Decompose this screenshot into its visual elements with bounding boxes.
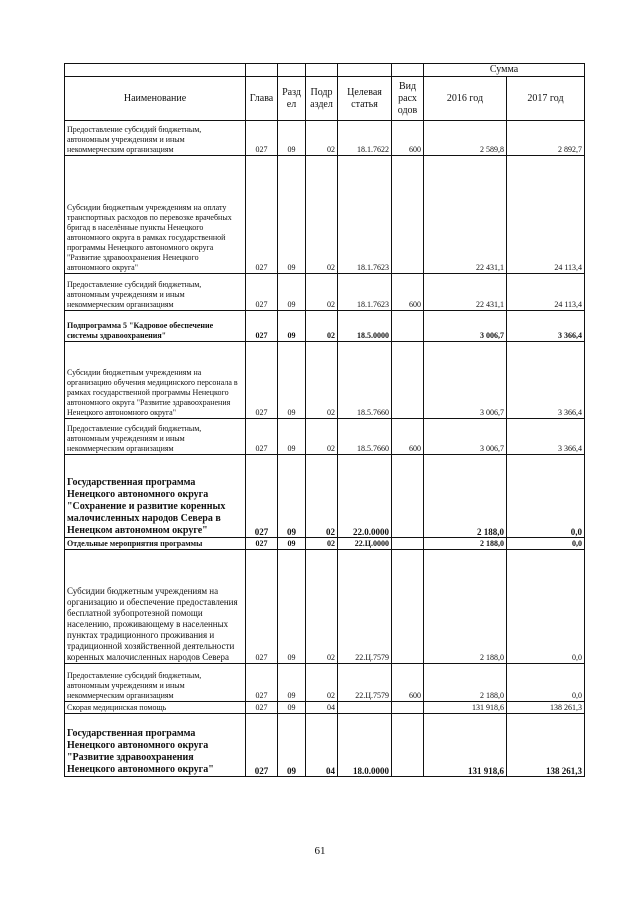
row-vid [392,550,424,664]
row-2017: 0,0 [507,538,585,550]
row-2016: 131 918,6 [424,714,507,777]
row-vid [392,156,424,274]
table-row [65,419,585,455]
row-razdel: 09 [278,342,306,419]
row-2017: 3 366,4 [507,342,585,419]
row-glava: 027 [246,419,278,455]
row-2016: 2 188,0 [424,455,507,538]
row-razdel: 09 [278,455,306,538]
header-podrazdel: Подр аздел [306,77,338,121]
row-statya: 22.0.0000 [338,455,392,538]
row-glava: 027 [246,550,278,664]
row-name: Субсидии бюджетным учреждениям на организацию обучения медицинского персонала в рамках государственной программы Ненецкого автономного округа "Развитие здравоохранения Ненецкого автономного округа" [65,342,246,419]
row-name: Скорая медицинская помощь [65,702,246,714]
row-razdel: 09 [278,274,306,311]
row-2017: 0,0 [507,550,585,664]
row-razdel: 09 [278,419,306,455]
row-2017: 2 892,7 [507,121,585,156]
row-glava: 027 [246,342,278,419]
row-2017: 138 261,3 [507,714,585,777]
table-row [65,311,585,342]
row-vid [392,714,424,777]
row-2016: 3 006,7 [424,311,507,342]
row-2016: 3 006,7 [424,419,507,455]
row-razdel: 09 [278,121,306,156]
row-name: Предоставление субсидий бюджетным, автономным учреждениям и иным некоммерческим организациям [65,419,246,455]
row-vid: 600 [392,274,424,311]
row-2017: 24 113,4 [507,156,585,274]
row-statya: 18.5.7660 [338,342,392,419]
row-podrazdel: 02 [306,550,338,664]
row-2016: 2 188,0 [424,664,507,702]
row-2016: 22 431,1 [424,274,507,311]
row-vid [392,311,424,342]
table-row [65,274,585,311]
table-row [65,702,585,714]
row-podrazdel: 02 [306,156,338,274]
row-2016: 2 589,8 [424,121,507,156]
row-glava: 027 [246,455,278,538]
row-2016: 2 188,0 [424,550,507,664]
row-razdel: 09 [278,714,306,777]
header-blank [338,64,392,77]
row-2017: 0,0 [507,455,585,538]
row-statya: 18.5.0000 [338,311,392,342]
row-podrazdel: 02 [306,455,338,538]
row-podrazdel: 02 [306,121,338,156]
header-blank [246,64,278,77]
row-vid [392,538,424,550]
header-blank [278,64,306,77]
row-2017: 3 366,4 [507,419,585,455]
row-podrazdel: 02 [306,664,338,702]
header-blank [392,64,424,77]
row-podrazdel: 04 [306,714,338,777]
row-name: Субсидии бюджетным учреждениям на оплату транспортных расходов по перевозке врачебных бригад в населённые пункты Ненецкого автономного округа в рамках государственной программы Ненецкого автономного округа "Развитие здравоохранения Ненецкого автономного округа" [65,156,246,274]
header-2016: 2016 год [424,77,507,121]
row-name: Субсидии бюджетным учреждениям на организацию и обеспечение предоставления бесплатной зубопротезной помощи населению, проживающему в населенных пунктах традиционного проживания и традиционной хозяйственной деятельности коренных малочисленных народов Севера [65,550,246,664]
row-2017: 138 261,3 [507,702,585,714]
row-vid: 600 [392,664,424,702]
row-vid: 600 [392,121,424,156]
row-2016: 3 006,7 [424,342,507,419]
header-row [65,77,585,121]
table-row [65,342,585,419]
header-2017: 2017 год [507,77,585,121]
row-statya: 18.1.7623 [338,274,392,311]
row-name: Подпрограмма 5 "Кадровое обеспечение системы здравоохранения" [65,311,246,342]
row-name: Предоставление субсидий бюджетным, автономным учреждениям и иным некоммерческим организациям [65,664,246,702]
row-podrazdel: 04 [306,702,338,714]
row-podrazdel: 02 [306,274,338,311]
row-vid [392,455,424,538]
header-blank [306,64,338,77]
row-razdel: 09 [278,311,306,342]
row-statya: 18.1.7623 [338,156,392,274]
row-razdel: 09 [278,156,306,274]
row-glava: 027 [246,274,278,311]
row-statya: 18.0.0000 [338,714,392,777]
table-row [65,714,585,777]
row-vid: 600 [392,419,424,455]
row-podrazdel: 02 [306,538,338,550]
row-razdel: 09 [278,664,306,702]
header-razdel: Разд ел [278,77,306,121]
page-number: 61 [314,845,326,857]
row-name: Отдельные мероприятия программы [65,538,246,550]
row-name: Государственная программа Ненецкого автономного округа "Сохранение и развитие коренных малочисленных народов Севера в Ненецком автономном округе" [65,455,246,538]
header-row-top [65,64,585,77]
row-2017: 3 366,4 [507,311,585,342]
table-row [65,664,585,702]
row-razdel: 09 [278,550,306,664]
header-blank [65,64,246,77]
row-glava: 027 [246,664,278,702]
row-statya: 18.1.7622 [338,121,392,156]
header-summa: Сумма [424,64,585,77]
row-name: Предоставление субсидий бюджетным, автономным учреждениям и иным некоммерческим организациям [65,274,246,311]
row-glava: 027 [246,156,278,274]
header-celevaya: Целевая статья [338,77,392,121]
row-razdel: 09 [278,538,306,550]
row-2016: 2 188,0 [424,538,507,550]
table-row [65,121,585,156]
row-vid [392,702,424,714]
row-podrazdel: 02 [306,419,338,455]
header-name: Наименование [65,77,246,121]
row-2017: 0,0 [507,664,585,702]
header-glava: Глава [246,77,278,121]
row-glava: 027 [246,121,278,156]
header-vid: Вид расх одов [392,77,424,121]
row-statya [338,702,392,714]
row-podrazdel: 02 [306,311,338,342]
row-name: Предоставление субсидий бюджетным, автономным учреждениям и иным некоммерческим организациям [65,121,246,156]
table-row [65,455,585,538]
table-row [65,156,585,274]
row-podrazdel: 02 [306,342,338,419]
row-2017: 24 113,4 [507,274,585,311]
row-name: Государственная программа Ненецкого автономного округа "Развитие здравоохранения Ненецкого автономного округа" [65,714,246,777]
table-row [65,538,585,550]
row-glava: 027 [246,538,278,550]
row-statya: 18.5.7660 [338,419,392,455]
row-2016: 22 431,1 [424,156,507,274]
row-statya: 22.Ц.0000 [338,538,392,550]
row-2016: 131 918,6 [424,702,507,714]
row-glava: 027 [246,311,278,342]
table-row [65,550,585,664]
row-statya: 22.Ц.7579 [338,664,392,702]
row-vid [392,342,424,419]
row-statya: 22.Ц.7579 [338,550,392,664]
row-glava: 027 [246,702,278,714]
row-razdel: 09 [278,702,306,714]
budget-table [64,63,585,777]
row-glava: 027 [246,714,278,777]
